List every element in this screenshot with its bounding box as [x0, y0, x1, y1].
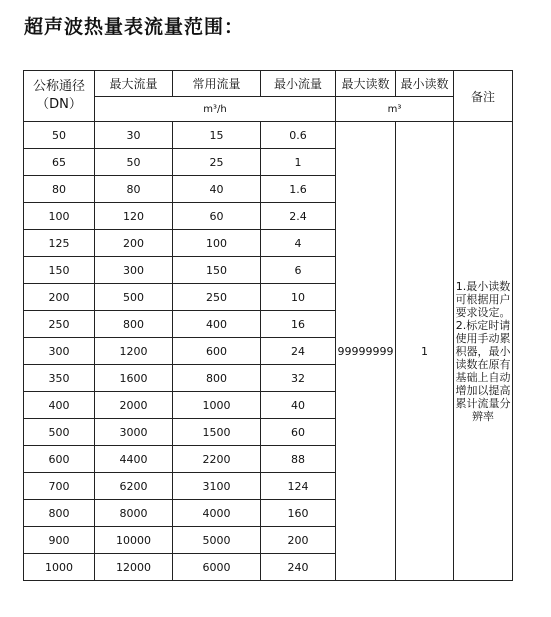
header-remarks: 备注	[454, 71, 513, 122]
cell-common-flow: 25	[173, 149, 261, 176]
cell-min-flow: 124	[261, 473, 336, 500]
cell-min-flow: 4	[261, 230, 336, 257]
cell-dn: 400	[24, 392, 95, 419]
cell-max-flow: 30	[95, 122, 173, 149]
cell-max-flow: 300	[95, 257, 173, 284]
cell-common-flow: 60	[173, 203, 261, 230]
cell-max-flow: 8000	[95, 500, 173, 527]
header-dn	[24, 71, 95, 122]
cell-min-flow: 60	[261, 419, 336, 446]
cell-common-flow: 600	[173, 338, 261, 365]
cell-max-reading: 99999999	[336, 122, 396, 581]
cell-common-flow: 3100	[173, 473, 261, 500]
cell-dn: 65	[24, 149, 95, 176]
unit-flow: m³/h	[95, 97, 336, 122]
cell-min-flow: 1.6	[261, 176, 336, 203]
cell-common-flow: 1000	[173, 392, 261, 419]
cell-min-flow: 2.4	[261, 203, 336, 230]
cell-common-flow: 4000	[173, 500, 261, 527]
cell-min-flow: 40	[261, 392, 336, 419]
cell-dn: 350	[24, 365, 95, 392]
cell-common-flow: 40	[173, 176, 261, 203]
cell-dn: 125	[24, 230, 95, 257]
unit-reading: m³	[336, 97, 454, 122]
header-max-flow: 最大流量	[95, 71, 173, 97]
header-min-flow: 最小流量	[261, 71, 336, 97]
cell-common-flow: 5000	[173, 527, 261, 554]
cell-common-flow: 400	[173, 311, 261, 338]
cell-common-flow: 6000	[173, 554, 261, 581]
cell-dn: 900	[24, 527, 95, 554]
table-body	[24, 122, 513, 581]
cell-max-flow: 500	[95, 284, 173, 311]
cell-dn: 80	[24, 176, 95, 203]
cell-common-flow: 1500	[173, 419, 261, 446]
header-common-flow: 常用流量	[173, 71, 261, 97]
cell-min-flow: 6	[261, 257, 336, 284]
cell-dn: 150	[24, 257, 95, 284]
cell-max-flow: 1600	[95, 365, 173, 392]
cell-remarks	[454, 122, 513, 581]
cell-max-flow: 50	[95, 149, 173, 176]
cell-dn: 500	[24, 419, 95, 446]
cell-min-flow: 240	[261, 554, 336, 581]
cell-max-flow: 2000	[95, 392, 173, 419]
cell-common-flow: 150	[173, 257, 261, 284]
header-dn-label: 公称通径	[32, 79, 85, 94]
cell-min-flow: 10	[261, 284, 336, 311]
cell-dn: 50	[24, 122, 95, 149]
cell-dn: 1000	[24, 554, 95, 581]
cell-min-flow: 0.6	[261, 122, 336, 149]
flow-range-table	[23, 70, 513, 581]
cell-min-flow: 1	[261, 149, 336, 176]
header-max-reading: 最大读数	[336, 71, 396, 97]
cell-common-flow: 100	[173, 230, 261, 257]
cell-max-flow: 80	[95, 176, 173, 203]
cell-min-flow: 88	[261, 446, 336, 473]
cell-min-reading: 1	[396, 122, 454, 581]
cell-max-flow: 1200	[95, 338, 173, 365]
cell-dn: 600	[24, 446, 95, 473]
header-dn-sub: （DN）	[36, 97, 82, 112]
table-row	[24, 122, 513, 149]
cell-dn: 250	[24, 311, 95, 338]
cell-min-flow: 160	[261, 500, 336, 527]
cell-dn: 800	[24, 500, 95, 527]
remarks-text: 1.最小读数可根据用户要求设定。2.标定时请使用手动累积器，最小读数在原有基础上自动增加以提高累计流量分辨率	[455, 279, 511, 423]
cell-dn: 200	[24, 284, 95, 311]
cell-max-flow: 10000	[95, 527, 173, 554]
page-title: 超声波热量表流量范围：	[24, 16, 245, 38]
header-min-reading: 最小读数	[396, 71, 454, 97]
cell-common-flow: 15	[173, 122, 261, 149]
cell-max-flow: 3000	[95, 419, 173, 446]
cell-min-flow: 32	[261, 365, 336, 392]
cell-max-flow: 6200	[95, 473, 173, 500]
cell-common-flow: 800	[173, 365, 261, 392]
cell-dn: 700	[24, 473, 95, 500]
cell-min-flow: 24	[261, 338, 336, 365]
cell-common-flow: 250	[173, 284, 261, 311]
cell-max-flow: 120	[95, 203, 173, 230]
cell-min-flow: 200	[261, 527, 336, 554]
cell-min-flow: 16	[261, 311, 336, 338]
cell-dn: 300	[24, 338, 95, 365]
cell-dn: 100	[24, 203, 95, 230]
cell-max-flow: 4400	[95, 446, 173, 473]
cell-common-flow: 2200	[173, 446, 261, 473]
cell-max-flow: 800	[95, 311, 173, 338]
cell-max-flow: 12000	[95, 554, 173, 581]
cell-max-flow: 200	[95, 230, 173, 257]
